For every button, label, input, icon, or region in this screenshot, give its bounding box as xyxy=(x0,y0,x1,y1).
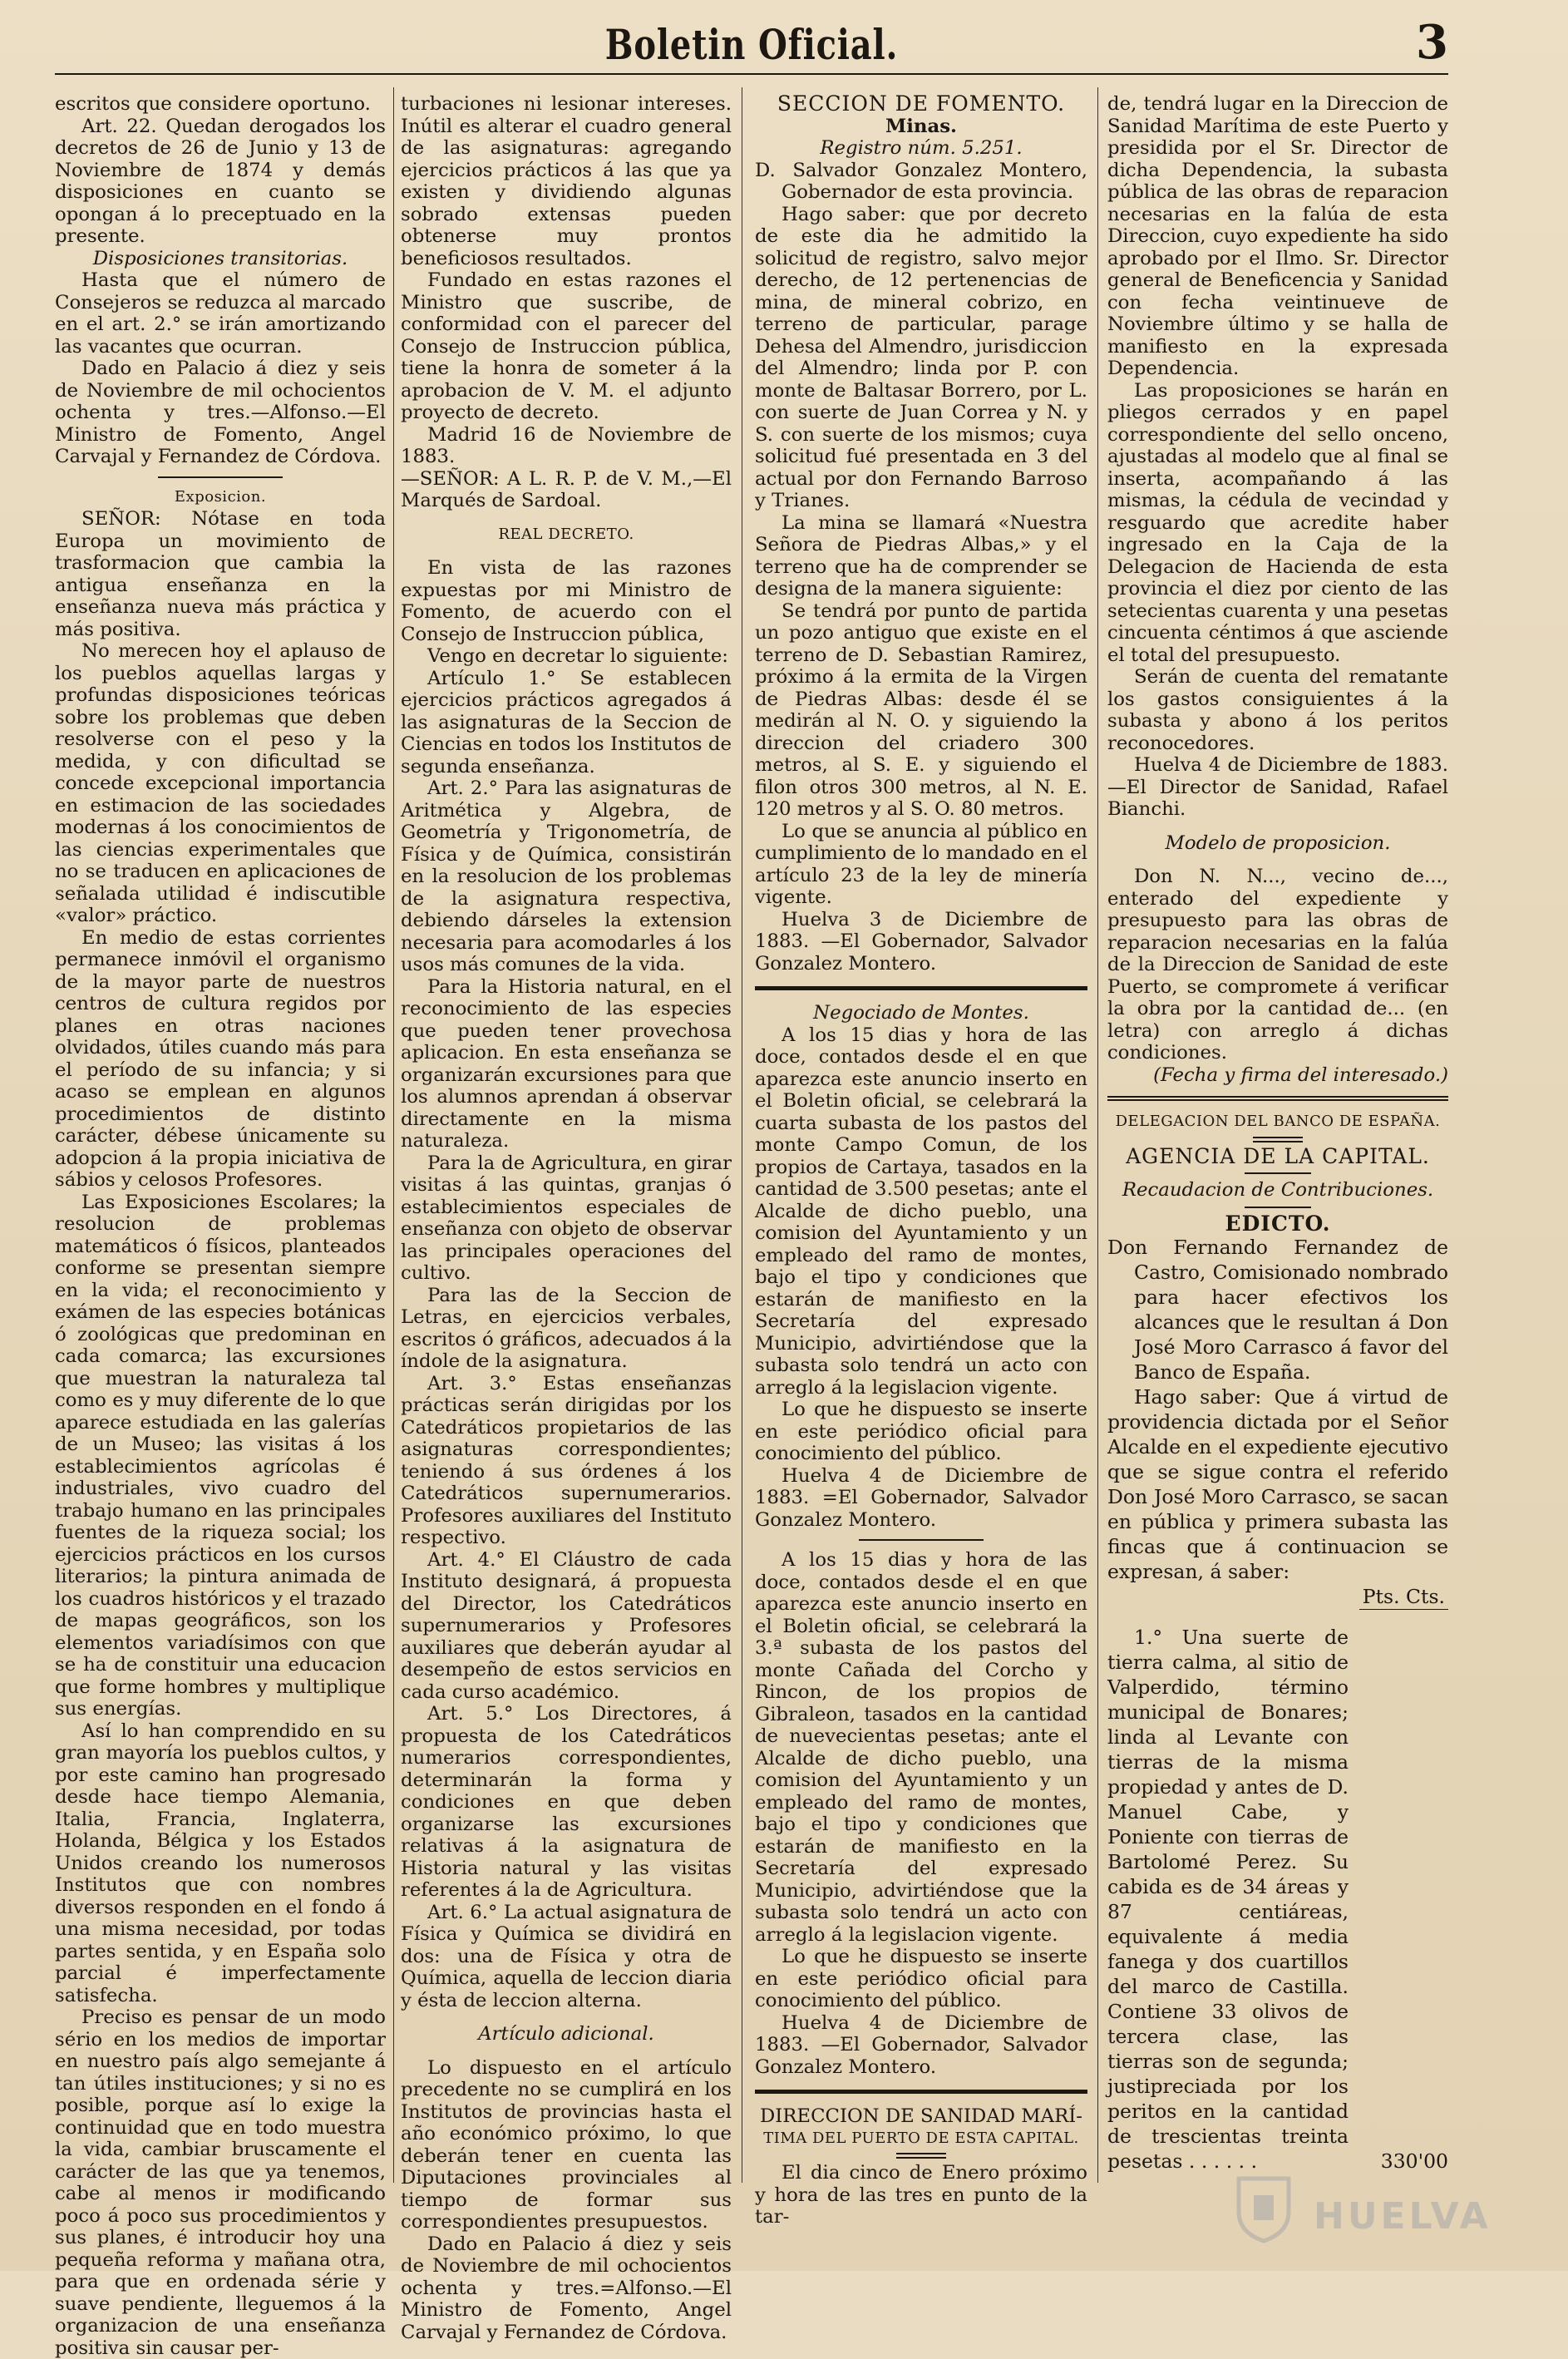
separator xyxy=(755,986,1087,990)
section-heading: DELEGACION DEL BANCO DE ESPAÑA. xyxy=(1115,1113,1441,1130)
paragraph: Para las de la Seccion de Letras, en ejercicios verbales, escritos ó gráficos, adecuados á la índole de la asignatura. xyxy=(401,1284,732,1372)
paragraph: Art. 22. Quedan derogados los decretos de 26 de Junio y 13 de Noviembre de 1874 y demás disposiciones en cuanto se opongan á lo preceptuado en la presente. xyxy=(55,115,386,247)
section-heading: Registro núm. 5.251. xyxy=(820,137,1023,159)
separator xyxy=(1245,1207,1311,1208)
paragraph: Para la de Agricultura, en girar visitas á las quintas, granjas ó establecimientos especiales de enseñanza con objeto de observar las principales operaciones del cultivo. xyxy=(401,1152,732,1284)
paragraph: Art. 6.° La actual asignatura de Física y Química se dividirá en dos: una de Física y otra de Química, aquella de leccion diaria y ésta de leccion alterna. xyxy=(401,1901,732,2011)
section-heading: SECCION DE FOMENTO. xyxy=(777,91,1066,116)
separator xyxy=(1245,1172,1311,1174)
separator xyxy=(158,476,283,478)
ornament xyxy=(896,2153,946,2159)
paragraph: La mina se llamará «Nuestra Señora de Piedras Albas,» y el terreno que ha de comprender se designa de la manera siguiente: xyxy=(755,511,1087,600)
paragraph: Dado en Palacio á diez y seis de Noviembre de mil ochocientos ochenta y tres.—Alfonso.—El Ministro de Fomento, Angel Carvajal y Fernandez de Córdova. xyxy=(55,358,386,467)
paragraph: Art. 4.° El Cláustro de cada Instituto designará, á propuesta del Director, los Catedráticos supernumerarios y Profesores auxiliares que deberán ayudar al desempeño de estos servicios en cada curso académico. xyxy=(401,1548,732,1703)
pts-label: Pts. Cts. xyxy=(1359,1584,1448,1610)
paragraph: Las proposiciones se harán en pliegos cerrados y en papel correspondiente del sello onceno, ajustadas al modelo que al final se inserta, acompañando á las mismas, la cédula de vecindad y resguardo que acredite haber ingresado en la Caja de la Delegacion de Hacienda de esta provincia el diez por ciento de las setecientas cuarenta y una pesetas cincuenta céntimos á que asciende el total del presupuesto. xyxy=(1107,379,1448,666)
paragraph: En vista de las razones expuestas por mi Ministro de Fomento, de acuerdo con el Consejo de Instruccion pública, xyxy=(401,557,732,645)
section-heading: DIRECCION DE SANIDAD MARÍ- xyxy=(759,2105,1082,2127)
separator xyxy=(755,2090,1087,2094)
paragraph: El dia cinco de Enero próximo y hora de las tres en punto de la tar- xyxy=(755,2162,1087,2228)
section-heading: Recaudacion de Contribuciones. xyxy=(1122,1179,1434,1201)
paragraph: Hago saber: que por decreto de este dia he admitido la solicitud de registro, salvo mejor derecho, de 12 pertenencias de mina, de mineral cobrizo, en terreno de particular, parage Dehesa del Almendro, jurisdiccion del Almendro; linda por P. con monte de Baltasar Borrero, por L. con suerte de Juan Correa y N. y S. con suerte de los mismos; cuya solicitud fué presentada en 3 del actual por don Fernando Barroso y Trianes. xyxy=(755,203,1087,511)
paragraph: Vengo en decretar lo siguiente: xyxy=(427,645,728,667)
column-1 xyxy=(55,93,386,2359)
list-item xyxy=(1107,1625,1448,2174)
column-2 xyxy=(401,93,732,2343)
paragraph: Las Exposiciones Escolares; la resolucion de problemas matemáticos ó físicos, planteados conforme se presentan siempre en la vida; el reconocimiento y exámen de las especies botánicas ó zoológicas que predominan en cada comarca; las excursiones que muestran la naturaleza tal como es y muy diferente de lo que aparece estudiada en las galerías de un Museo; las visitas á los establecimientos agrícolas é industriales, vivo cuadro del trabajo humano en las principales fuentes de la riqueza social; los ejercicios prácticos en los cursos literarios; la pintura animada de los cuadros históricos y el trazado de mapas geográficos, son los elementos variadísimos con que se ha de constituir una educacion que forme hombres y multiplique sus energías. xyxy=(55,1191,386,1720)
newspaper-title: Boletin Oficial. xyxy=(604,20,899,69)
column-divider xyxy=(393,87,394,2183)
paragraph: Preciso es pensar de un modo sério en los medios de importar en nuestro país algo semejante á tan útiles instituciones; y si no es posible, porque así lo exige la continuidad que en todo muestra la vida, cambiar bruscamente el carácter de las que ya tenemos, cabe al menos ir modificando poco á poco sus procedimientos y sus planes, é introducir hoy una pequeña reforma y mañana otra, para que en ordenada série y suave pendiente, lleguemos á la organizacion de una enseñanza positiva sin causar per- xyxy=(55,2006,386,2359)
separator xyxy=(1107,1096,1448,1101)
column-divider xyxy=(1097,87,1098,2183)
paragraph: Madrid 16 de Noviembre de 1883. xyxy=(401,423,732,467)
paragraph: (Fecha y firma del interesado.) xyxy=(1153,1064,1448,1086)
paragraph: Huelva 4 de Diciembre de 1883. =El Gobernador, Salvador Gonzalez Montero. xyxy=(755,1464,1087,1531)
paragraph: —SEÑOR: A L. R. P. de V. M.,—El Marqués de Sardoal. xyxy=(401,467,732,511)
paragraph: Serán de cuenta del rematante los gastos consiguientes á la subasta y abono á los peritos reconocedores. xyxy=(1107,666,1448,754)
paragraph: Dado en Palacio á diez y seis de Noviembre de mil ochocientos ochenta y tres.=Alfonso.—El Ministro de Fomento, Angel Carvajal y Fernandez de Córdova. xyxy=(401,2233,732,2343)
lot-description: 1.° Una suerte de tierra calma, al sitio de Valperdido, término municipal de Bonares; linda al Levante con tierras de la misma propiedad y antes de D. Manuel Cabe, y Poniente con tierras de Bartolomé Perez. Su cabida es de 34 áreas y 87 centiáreas, equivalente á media fanega y dos cuartillos del marco de Castilla. Contiene 33 olivos de tercera clase, las tierras son de segunda; justipreciada por los peritos en la cantidad de trescientas treinta pesetas . . . . . . xyxy=(1107,1626,1349,2173)
paragraph: Art. 2.° Para las asignaturas de Aritmética y Algebra, de Geometría y Trigonometría, de Física y de Química, consistirán en la resolucion de los problemas de la asignatura respectiva, debiendo dárseles la extension necesaria para acomodarles á los usos más comunes de la vida. xyxy=(401,777,732,975)
paragraph: Art. 3.° Estas enseñanzas prácticas serán dirigidas por los Catedráticos propietarios de las asignaturas correspondientes; teniendo á sus órdenes á los Catedráticos supernumerarios. Profesores auxiliares del Instituto respectivo. xyxy=(401,1372,732,1548)
paragraph: Art. 5.° Los Directores, á propuesta de los Catedráticos numerarios correspondientes, determinarán la forma y condiciones en que deben organizarse las excursiones relativas á la asignatura de Historia natural y las visitas referentes á la de Agricultura. xyxy=(401,1703,732,1901)
header-rule xyxy=(55,73,1448,75)
paragraph: En medio de estas corrientes permanece inmóvil el organismo de la mayor parte de nuestros centros de cultura regidos por planes en otras naciones olvidados, útiles cuando más para el período de su infancia; y si acaso se emplean en algunos procedimientos de distinto carácter, débese únicamente su adopcion á la propia iniciativa de sábios y celosos Profesores. xyxy=(55,926,386,1191)
paragraph: Fundado en estas razones el Ministro que suscribe, de conformidad con el parecer del Consejo de Instruccion pública, tiene la honra de someter á la aprobacion de V. M. el adjunto proyecto de decreto. xyxy=(401,269,732,423)
section-heading: EDICTO. xyxy=(1225,1211,1331,1236)
edict-body xyxy=(1107,1235,1448,2174)
crest-icon xyxy=(1222,2162,1305,2245)
section-heading: AGENCIA DE LA CAPITAL. xyxy=(1126,1143,1430,1168)
paragraph: Hago saber: Que á virtud de providencia dictada por el Señor Alcalde en el expediente ejecutivo que se sigue contra el referido Don José Moro Carrasco, se sacan en pública y primera subasta las fincas que á continuacion se expresan, á saber: xyxy=(1107,1385,1448,1583)
section-heading: Negociado de Montes. xyxy=(813,1002,1029,1024)
paragraph: Lo que se anuncia al público en cumplimiento de lo mandado en el artículo 23 de la ley de minería vigente. xyxy=(755,820,1087,908)
paragraph: Huelva 3 de Diciembre de 1883. —El Gobernador, Salvador Gonzalez Montero. xyxy=(755,908,1087,975)
paragraph: de, tendrá lugar en la Direccion de Sanidad Marítima de este Puerto y presidida por el Sr. Director de dicha Dependencia, la subasta pública de las obras de reparacion necesarias en la falúa de esta Direccion, cuyo expediente ha sido aprobado por el Ilmo. Sr. Director general de Beneficencia y Sanidad con fecha veintinueve de Noviembre último y se halla de manifiesto en la expresada Dependencia. xyxy=(1107,93,1448,379)
watermark-text: HUELVA xyxy=(1314,2195,1492,2238)
paragraph: Lo que he dispuesto se inserte en este periódico oficial para conocimiento del público. xyxy=(755,1946,1087,2011)
paragraph: escritos que considere oportuno. xyxy=(55,93,371,115)
paragraph: A los 15 dias y hora de las doce, contados desde el en que aparezca este anuncio inserto en el Boletin oficial, se celebrará la 3.ª subasta de los pastos del monte Cañada del Corcho y Rincon, de los propios de Gibraleon, tasados en la cantidad de nuevecientas pesetas; ante el Alcalde de dicho pueblo, una comision del Ayuntamiento y un empleado del ramo de montes, bajo el tipo y condiciones que estarán de manifiesto en la Secretaría del expresado Municipio, advirtiéndose que la subasta solo tendrá un acto con arreglo á la legislacion vigente. xyxy=(755,1549,1087,1946)
section-heading: Minas. xyxy=(885,115,957,137)
paragraph: Don N. N..., vecino de..., enterado del expediente y presupuesto para las obras de reparacion necesarias en la falúa de la Direccion de Sanidad de este Puerto, se compromete á verificar la obra por la cantidad de... (en letra) con arreglo á dichas condiciones. xyxy=(1107,866,1448,1064)
paragraph: No merecen hoy el aplauso de los pueblos aquellas largas y profundas disposiciones teóricas sobre los problemas que deben resolverse con el peso y la medida, y con dificultad se concede excepcional importancia en estimacion de las sociedades modernas á los conocimientos de las ciencias experimentales que no se traducen en aplicaciones de señalada utilidad é indiscutible «valor» práctico. xyxy=(55,640,386,926)
paragraph: SEÑOR: Nótase en toda Europa un movimiento de trasformacion que cambia la antigua enseñanza en la enseñanza nueva más práctica y más positiva. xyxy=(55,508,386,640)
paragraph: D. Salvador Gonzalez Montero, Gobernador de esta provincia. xyxy=(755,159,1087,203)
ornament xyxy=(1253,1137,1303,1142)
page-header xyxy=(55,8,1448,75)
separator xyxy=(859,1539,984,1541)
section-heading: REAL DECRETO. xyxy=(498,525,634,543)
paragraph: Huelva 4 de Diciembre de 1883. —El Gobernador, Salvador Gonzalez Montero. xyxy=(755,2011,1087,2078)
section-heading: Modelo de proposicion. xyxy=(1165,832,1391,854)
column-4 xyxy=(1107,93,1448,2174)
amount-column-header xyxy=(1107,1584,1448,1610)
section-heading: Artículo adicional. xyxy=(478,2023,654,2045)
paragraph: Huelva 4 de Diciembre de 1883. —El Director de Sanidad, Rafael Bianchi. xyxy=(1107,754,1448,820)
column-3 xyxy=(755,93,1087,2228)
paragraph: Don Fernando Fernandez de Castro, Comisionado nombrado para hacer efectivos los alcances que le resultan á Don José Moro Carrasco á favor del Banco de España. xyxy=(1107,1236,1448,1384)
paragraph: A los 15 dias y hora de las doce, contados desde el en que aparezca este anuncio inserto en el Boletin oficial, se celebrará la cuarta subasta de los pastos del monte Campo Comun, de los propios de Cartaya, tasados en la cantidad de 3.500 pesetas; ante el Alcalde de dicho pueblo, una comision del Ayuntamiento y un empleado del ramo de montes, bajo el tipo y condiciones que estarán de manifiesto en la Secretaría del expresado Municipio, advirtiéndose que la subasta solo tendrá un acto con arreglo á la legislacion vigente. xyxy=(755,1024,1087,1399)
section-heading: Exposicion. xyxy=(174,487,267,506)
paragraph: Artículo 1.° Se establecen ejercicios prácticos agregados á las asignaturas de la Seccion de Ciencias en todos los Institutos de segunda enseñanza. xyxy=(401,667,732,777)
archive-watermark xyxy=(1222,2162,1492,2245)
section-heading: TIMA DEL PUERTO DE ESTA CAPITAL. xyxy=(763,2129,1079,2147)
page-number: 3 xyxy=(1416,15,1448,70)
paragraph: Para la Historia natural, en el reconocimiento de las especies que pueden tener provechosa aplicacion. En esta enseñanza se organizarán excursiones para que los alumnos aprendan á observar directamente en la misma naturaleza. xyxy=(401,975,732,1152)
paragraph: Hasta que el número de Consejeros se reduzca al marcado en el art. 2.° se irán amortizando las vacantes que ocurran. xyxy=(55,269,386,358)
lot-amount: 330'00 xyxy=(1380,2149,1448,2173)
paragraph: Se tendrá por punto de partida un pozo antiguo que existe en el terreno de D. Sebastian Ramirez, próximo á la ermita de la Virgen de Piedras Albas: desde él se medirán al N. O. y siguiendo la direccion del criadero 300 metros, al S. E. y siguiendo el filon otros 300 metros, al N. E. 120 metros y al S. O. 80 metros. xyxy=(755,600,1087,820)
section-heading: Disposiciones transitorias. xyxy=(92,247,348,269)
paragraph: Lo que he dispuesto se inserte en este periódico oficial para conocimiento del público. xyxy=(755,1399,1087,1464)
paragraph: Así lo han comprendido en su gran mayoría los pueblos cultos, y por este camino han progresado desde hace tiempo Alemania, Italia, Francia, Inglaterra, Holanda, Bélgica y los Estados Unidos creando los numerosos Institutos que con nombres diversos responden en el fondo á una misma necesidad, por todas partes sentida, y en España solo parcial é imperfectamente satisfecha. xyxy=(55,1720,386,2006)
paragraph: turbaciones ni lesionar intereses. Inútil es alterar el cuadro general de las asignaturas: agregando ejercicios prácticos á las que ya existen y dividiendo algunas sobrado extensas pueden obtenerse muy prontos beneficiosos resultados. xyxy=(401,93,732,269)
paragraph: Lo dispuesto en el artículo precedente no se cumplirá en los Institutos de provincias hasta el año económico próximo, lo que deberán tener en cuenta las Diputaciones provinciales al tiempo de formar sus correspondientes presupuestos. xyxy=(401,2056,732,2233)
